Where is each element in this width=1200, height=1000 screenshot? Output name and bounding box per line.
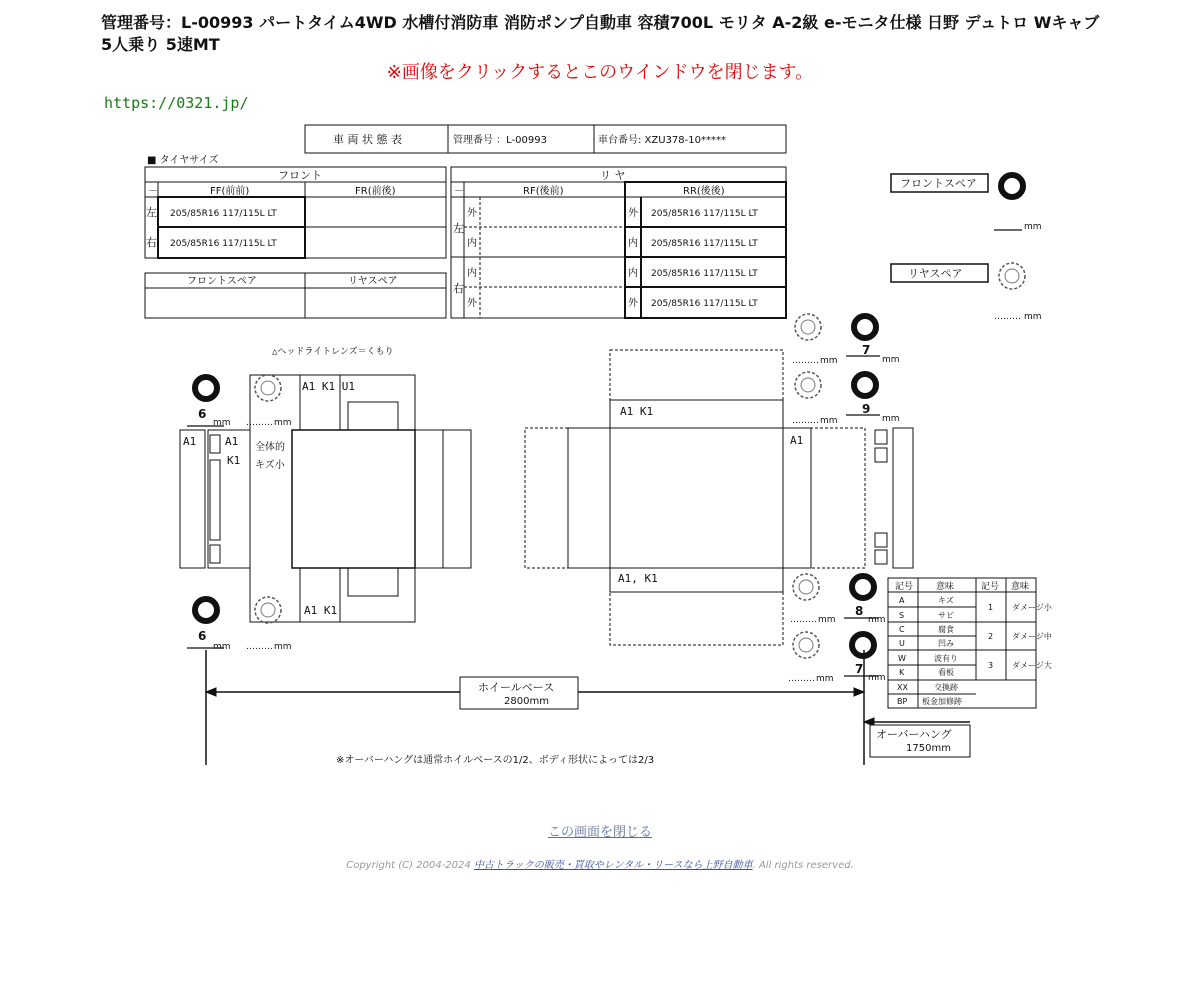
tire-ff-right: 205/85R16 117/115L LT	[170, 239, 277, 249]
site-url: https://0321.jp/	[104, 94, 249, 112]
tire-rr-left-inner: 205/85R16 117/115L LT	[651, 239, 758, 249]
wheelbase-value: 2800mm	[504, 696, 549, 707]
dots-front-left-spare: ………	[246, 418, 273, 428]
page-title: 管理番号：L-00993 パートタイム4WD 水槽付消防車 消防ポンプ自動車 容積700L モリタ A-2級 e-モニタ仕様 日野 デュトロ Wキャブ 5人乗り 5速MT	[101, 13, 1100, 54]
legend-col-symbol-2: 記号	[981, 582, 1000, 592]
legend-meaning-u: 凹み	[938, 639, 954, 648]
mm-rear-bottom-inner: mm	[868, 615, 886, 625]
damage-meaning-3: ダメージ大	[1012, 661, 1052, 670]
front-label: フロント	[278, 169, 322, 182]
rr-label: RR(後後)	[683, 186, 725, 197]
mm-rear-top-dual-2: mm	[820, 416, 838, 426]
rear-spare-mm: mm	[1024, 312, 1042, 322]
legend-meaning-c: 腐食	[938, 625, 954, 634]
condition-sheet-drawing	[100, 120, 1090, 790]
close-window-notice[interactable]: ※画像をクリックするとこのウインドウを閉じます。	[386, 62, 814, 83]
damage-sym-1: 1	[988, 603, 994, 612]
rf-right-inner: 内	[467, 268, 477, 279]
rear-label: リ ヤ	[600, 169, 626, 182]
legend-sym-k: K	[899, 668, 905, 677]
overhang-value: 1750mm	[906, 743, 951, 754]
legend-meaning-s: サビ	[938, 611, 954, 620]
legend-sym-bp: BP	[897, 697, 908, 706]
rf-left-inner: 内	[467, 238, 477, 249]
depth-rear-bottom-outer: 7	[855, 662, 864, 676]
note-headlight: △ヘッドライトレンズ＝くもり	[272, 347, 394, 357]
dash-rear: －	[454, 186, 464, 197]
tire-rr-right-outer: 205/85R16 117/115L LT	[651, 299, 758, 309]
note-cab-top: A1 K1 U1	[302, 380, 355, 393]
dots-rear-bottom-dual: ………	[790, 615, 817, 625]
rear-left-label: 左	[453, 222, 464, 235]
mm-rear-bottom-outer: mm	[868, 673, 886, 683]
rear-spare-dots: ………	[994, 312, 1021, 322]
depth-front-right: 6	[198, 629, 207, 643]
tire-ff-left: 205/85R16 117/115L LT	[170, 209, 277, 219]
legend-sym-w: W	[898, 654, 906, 663]
dots-front-right-spare: ………	[246, 642, 273, 652]
rf-label: RF(後前)	[523, 186, 564, 197]
note-cab-left-a1: A1	[183, 435, 197, 448]
tire-size-label: ■ タイヤサイズ	[147, 155, 219, 166]
depth-rear-bottom-inner: 8	[855, 604, 864, 618]
front-right-label: 右	[146, 236, 157, 249]
note-cab-side-a: 全体的	[255, 442, 285, 453]
rr-left-outer: 外	[628, 208, 638, 219]
legend-meaning-xx: 交換跡	[934, 683, 958, 692]
dots-rear-top-dual: ………	[792, 356, 819, 366]
depth-rear-top-inner: 9	[862, 402, 871, 416]
legend-sym-u: U	[899, 639, 905, 648]
front-left-label: 左	[146, 206, 157, 219]
wheelbase-label: ホイールベース	[478, 681, 555, 694]
mm-front-left-spare: mm	[274, 418, 292, 428]
legend-col-meaning: 意味	[936, 582, 955, 592]
legend-col-symbol: 記号	[895, 582, 914, 592]
rr-right-inner: 内	[628, 268, 638, 279]
note-cab-side-b: キズ小	[255, 460, 285, 471]
fr-label: FR(前後)	[355, 186, 396, 197]
legend-meaning-w: 波有り	[934, 654, 958, 663]
mm-rear-top-outer: mm	[882, 355, 900, 365]
legend-meaning-k: 看板	[938, 668, 954, 677]
dots-rear-top-dual-2: ………	[792, 416, 819, 426]
management-no: 管理番号 ：L-00993	[453, 135, 547, 146]
front-spare-box: フロントスペア	[900, 177, 977, 190]
rear-right-label: 右	[453, 282, 464, 295]
overhang-note: ※オーバーハングは通常ホイルベースの1/2、ボディ形状によっては2/3	[336, 755, 655, 766]
ff-label: FF(前前)	[210, 186, 250, 197]
overhang-label: オーバーハング	[876, 728, 952, 741]
note-body-right: A1	[790, 434, 804, 447]
legend-sym-c: C	[899, 625, 905, 634]
damage-meaning-2: ダメージ中	[1012, 632, 1052, 641]
rear-spare-box: リヤスペア	[908, 267, 963, 280]
rf-right-outer: 外	[467, 298, 477, 309]
company-link[interactable]: 中古トラックの販売・買取やレンタル・リースなら上野自動車	[473, 860, 753, 871]
front-spare-col: フロントスペア	[187, 276, 257, 287]
depth-front-left: 6	[198, 407, 207, 421]
legend-sym-a: A	[899, 596, 905, 605]
tire-rr-right-inner: 205/85R16 117/115L LT	[651, 269, 758, 279]
damage-meaning-1: ダメージ小	[1012, 603, 1052, 612]
mm-front-right: mm	[213, 642, 231, 652]
legend-sym-xx: XX	[897, 683, 908, 692]
table-title: 車 両 状 態 表	[333, 133, 402, 146]
legend-col-meaning-2: 意味	[1011, 582, 1030, 592]
copyright-footer	[0, 856, 1200, 871]
rear-spare-col: リヤスペア	[348, 276, 398, 287]
vehicle-condition-sheet[interactable]	[100, 120, 1090, 790]
mm-front-right-spare: mm	[274, 642, 292, 652]
note-cab-bottom: A1 K1	[304, 604, 338, 617]
front-spare-mm: mm	[1024, 222, 1042, 232]
mm-rear-bottom-dual-2: mm	[816, 674, 834, 684]
mm-rear-top-inner: mm	[882, 414, 900, 424]
note-body-bottom: A1, K1	[618, 572, 658, 585]
damage-sym-3: 3	[988, 661, 994, 670]
dots-rear-bottom-dual-2: ………	[788, 674, 815, 684]
rr-left-inner: 内	[628, 238, 638, 249]
legend-meaning-a: キズ	[938, 596, 954, 605]
copyright-suffix: . All rights reserved.	[752, 860, 854, 871]
chassis-no: 車台番号: XZU378-10*****	[598, 135, 726, 146]
damage-sym-2: 2	[988, 632, 994, 641]
mm-rear-bottom-dual: mm	[818, 615, 836, 625]
rf-left-outer: 外	[467, 208, 477, 219]
note-cab-left-a1k1-b: K1	[227, 454, 241, 467]
depth-rear-top-outer: 7	[862, 343, 871, 357]
mm-front-left: mm	[213, 418, 231, 428]
rr-right-outer: 外	[628, 298, 638, 309]
dash-front: －	[148, 186, 158, 197]
note-cab-left-a1k1-a: A1	[225, 435, 239, 448]
legend-meaning-bp: 板金加修跡	[922, 697, 962, 706]
copyright-prefix: Copyright (C) 2004-2024	[346, 860, 474, 871]
legend-sym-s: S	[899, 611, 905, 620]
tire-rr-left-outer: 205/85R16 117/115L LT	[651, 209, 758, 219]
mm-rear-top-dual: mm	[820, 356, 838, 366]
close-page-link[interactable]: この画面を閉じる	[547, 825, 652, 840]
note-body-top: A1 K1	[620, 405, 654, 418]
